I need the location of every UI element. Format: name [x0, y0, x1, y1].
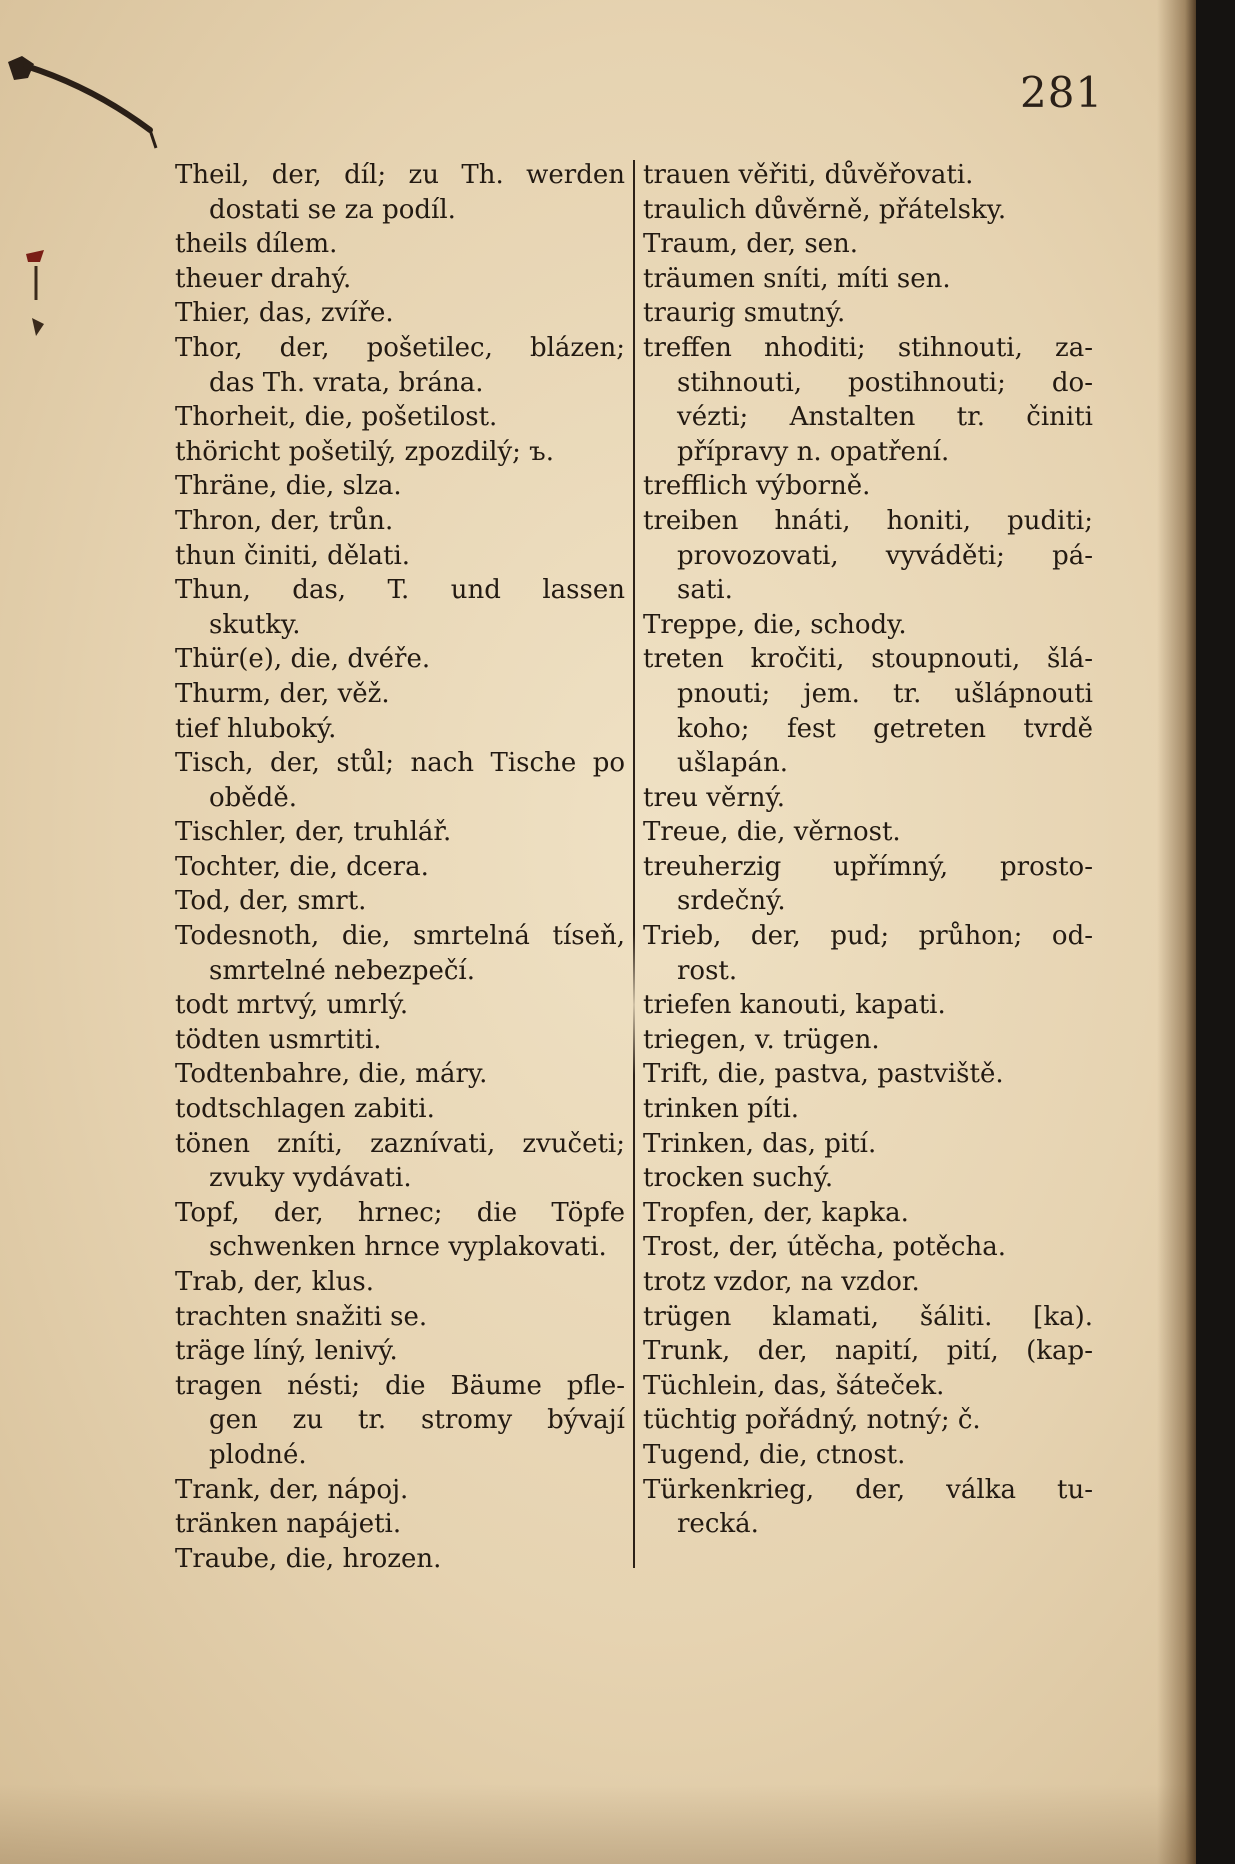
- entry-line: tödten usmrtiti.: [175, 1024, 382, 1055]
- entry-line: Thurm, der, věž.: [175, 678, 390, 709]
- right-column: [643, 158, 1093, 1542]
- entry-line: Tod, der, smrt.: [175, 886, 367, 917]
- entry-line: Thür(e), die, dvéře.: [175, 644, 431, 675]
- entry-line: Thor, der, pošetilec, blázen;: [175, 332, 625, 363]
- entry-continuation-line: zvuky vydávati.: [209, 1163, 412, 1194]
- entry-line: traurig smutný.: [643, 298, 846, 329]
- entry-line: treffen nhoditi; stihnouti, za-: [643, 332, 1093, 363]
- entry-line: trachten snažiti se.: [175, 1301, 428, 1332]
- page-bottom-shade: [0, 1784, 1196, 1864]
- entry-line: trinken píti.: [643, 1094, 800, 1125]
- entry-line: Theil, der, díl; zu Th. werden: [175, 160, 625, 190]
- entry-line: tief hluboký.: [175, 713, 337, 744]
- entry-continuation-line: skutky.: [209, 609, 301, 640]
- entry-continuation-line: pnouti; jem. tr. ušlápnouti: [677, 678, 1093, 709]
- entry-line: Thorheit, die, pošetilost.: [175, 402, 498, 433]
- entry-line: todtschlagen zabiti.: [175, 1094, 435, 1125]
- entry-line: Todesnoth, die, smrtelná tíseň,: [175, 921, 625, 952]
- entry-continuation-line: rost.: [677, 955, 738, 986]
- entry-continuation-line: smrtelné nebezpečí.: [209, 955, 476, 986]
- entry-line: trauen věřiti, důvěřovati.: [643, 160, 974, 190]
- entry-line: Tischler, der, truhlář.: [175, 817, 452, 848]
- entry-line: tönen zníti, zaznívati, zvučeti;: [175, 1128, 625, 1159]
- entry-continuation-line: sati.: [677, 575, 733, 606]
- entry-line: Thräne, die, slza.: [175, 471, 402, 502]
- entry-line: Tisch, der, stůl; nach Tische po: [175, 748, 625, 779]
- entry-continuation-line: recká.: [677, 1509, 759, 1540]
- entry-line: Trab, der, klus.: [175, 1267, 374, 1297]
- entry-line: Trank, der, nápoj.: [175, 1474, 409, 1505]
- entry-line: Trieb, der, pud; průhon; od-: [643, 921, 1093, 952]
- entry-line: tüchtig pořádný, notný; č.: [643, 1405, 981, 1436]
- entry-line: Tugend, die, ctnost.: [643, 1439, 906, 1470]
- entry-line: Treppe, die, schody.: [643, 609, 907, 640]
- entry-line: Thron, der, trůn.: [175, 505, 394, 536]
- page-number: 281: [1020, 68, 1104, 117]
- entry-line: Tochter, die, dcera.: [175, 851, 429, 882]
- entry-continuation-line: srdečný.: [677, 886, 786, 917]
- entry-line: träge líný, lenivý.: [175, 1336, 398, 1367]
- margin-mark: [14, 240, 54, 350]
- entry-line: Traube, die, hrozen.: [175, 1543, 442, 1574]
- entry-line: träumen sníti, míti sen.: [643, 263, 951, 294]
- entry-continuation-line: schwenken hrnce vyplakovati.: [209, 1232, 607, 1263]
- entry-line: Tüchlein, das, šáteček.: [643, 1370, 945, 1401]
- entry-line: Topf, der, hrnec; die Töpfe: [175, 1197, 625, 1228]
- entry-line: trefflich výborně.: [643, 471, 871, 502]
- entry-line: treiben hnáti, honiti, puditi;: [643, 505, 1093, 536]
- entry-line: triegen, v. trügen.: [643, 1024, 880, 1055]
- entry-line: Trost, der, útěcha, potěcha.: [643, 1232, 1006, 1263]
- entry-line: Türkenkrieg, der, válka tu-: [643, 1474, 1093, 1505]
- entry-line: trocken suchý.: [643, 1163, 834, 1194]
- entry-line: trotz vzdor, na vzdor.: [643, 1267, 920, 1297]
- entry-line: Tropfen, der, kapka.: [643, 1197, 909, 1228]
- entry-line: treuherzig upřímný, prosto-: [643, 851, 1093, 882]
- entry-continuation-line: gen zu tr. stromy bývají: [209, 1405, 625, 1436]
- entry-continuation-line: přípravy n. opatření.: [677, 436, 950, 467]
- entry-line: Thier, das, zvíře.: [175, 298, 394, 329]
- entry-continuation-line: das Th. vrata, brána.: [209, 367, 484, 398]
- column-divider: [633, 160, 635, 1568]
- entry-line: traulich důvěrně, přátelsky.: [643, 194, 1007, 225]
- entry-line: treu věrný.: [643, 782, 786, 813]
- entry-line: todt mrtvý, umrlý.: [175, 990, 409, 1021]
- entry-line: tränken napájeti.: [175, 1509, 402, 1540]
- entry-continuation-line: koho; fest getreten tvrdě: [677, 713, 1093, 744]
- bookmark-ribbon: [0, 0, 200, 180]
- left-column: [175, 158, 625, 1576]
- entry-line: treten kročiti, stoupnouti, šlá-: [643, 644, 1093, 675]
- entry-line: theuer drahý.: [175, 263, 352, 294]
- entry-line: Trift, die, pastva, pastviště.: [643, 1059, 1004, 1090]
- entry-line: triefen kanouti, kapati.: [643, 990, 946, 1021]
- entry-line: thun činiti, dělati.: [175, 540, 411, 571]
- entry-continuation-line: ušlapán.: [677, 748, 789, 779]
- entry-continuation-line: obědě.: [209, 782, 297, 813]
- entry-line: Todtenbahre, die, máry.: [175, 1059, 488, 1090]
- entry-line: tragen nésti; die Bäume pfle-: [175, 1370, 625, 1401]
- entry-line: theils dílem.: [175, 229, 338, 260]
- page-edge-shadow: [1157, 0, 1196, 1864]
- entry-line: trügen klamati, šáliti. [ka).: [643, 1301, 1093, 1332]
- entry-continuation-line: vézti; Anstalten tr. činiti: [677, 402, 1093, 433]
- entry-line: Traum, der, sen.: [643, 229, 859, 260]
- entry-continuation-line: plodné.: [209, 1439, 307, 1470]
- entry-continuation-line: stihnouti, postihnouti; do-: [677, 367, 1093, 398]
- entry-continuation-line: dostati se za podíl.: [209, 194, 456, 225]
- entry-line: Trinken, das, pití.: [643, 1128, 877, 1159]
- entry-line: thöricht pošetilý, zpozdilý; ъ.: [175, 436, 554, 467]
- entry-line: Thun, das, T. und lassen: [175, 575, 625, 606]
- entry-continuation-line: provozovati, vyváděti; pá-: [677, 540, 1093, 571]
- entry-line: Trunk, der, napití, pití, (kap-: [643, 1336, 1093, 1367]
- entry-line: Treue, die, věrnost.: [643, 817, 901, 848]
